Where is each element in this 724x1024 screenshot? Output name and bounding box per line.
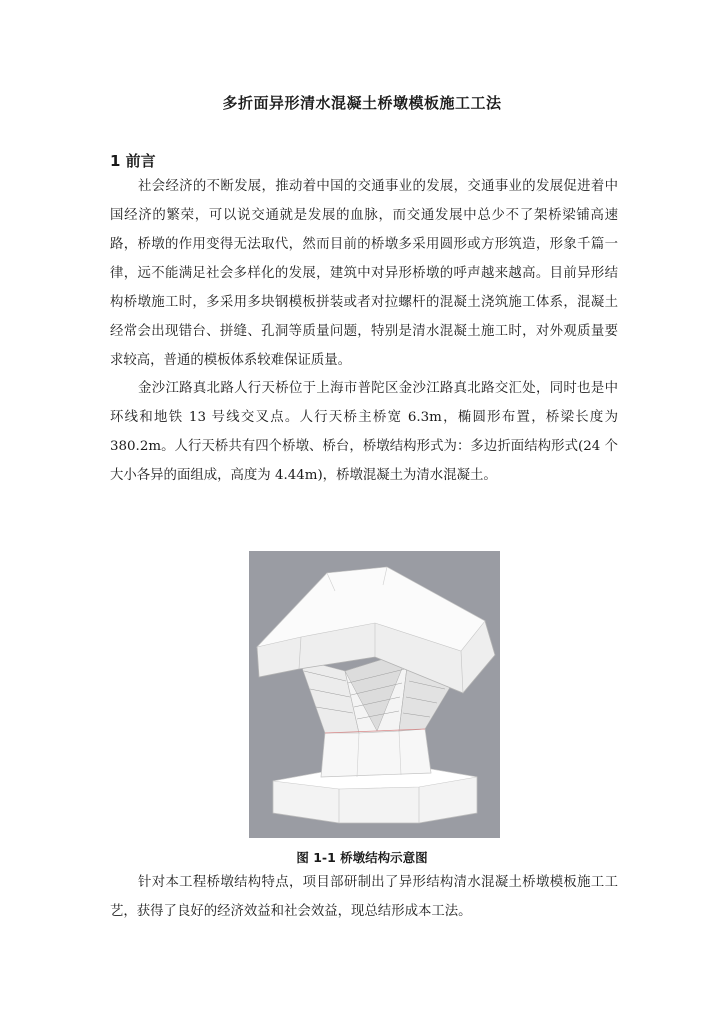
pier-structure-illustration (249, 551, 500, 838)
section-heading: 1 前言 (110, 152, 156, 170)
paragraph-project: 金沙江路真北路人行天桥位于上海市普陀区金沙江路真北路交汇处，同时也是中环线和地铁 13 号线交叉点。人行天桥主桥宽 6.3m，椭圆形布置，桥梁长度为 380.2m。人行天桥共有四个桥墩、桥台，桥墩结构形式为：多边折面结构形式(24 个大小各异的面组成，高度为 4.44m)，桥墩混凝土为清水混凝土。 (110, 381, 618, 483)
paragraph-intro: 社会经济的不断发展，推动着中国的交通事业的发展，交通事业的发展促进着中国经济的繁荣，可以说交通就是发展的血脉，而交通发展中总少不了架桥梁铺高速路，桥墩的作用变得无法取代，然而目前的桥墩多采用圆形或方形筑造，形象千篇一律，远不能满足社会多样化的发展，建筑中对异形桥墩的呼声越来越高。目前异形结构桥墩施工时，多采用多块钢模板拼装或者对拉螺杆的混凝土浇筑施工体系，混凝土经常会出现错台、拼缝、孔洞等质量问题，特别是清水混凝土施工时，对外观质量要求较高，普通的模板体系较难保证质量。 (110, 179, 618, 368)
pier-structure-figure (249, 551, 500, 838)
paragraph-closing: 针对本工程桥墩结构特点，项目部研制出了异形结构清水混凝土桥墩模板施工工艺，获得了良好的经济效益和社会效益，现总结形成本工法。 (110, 875, 618, 919)
document-title: 多折面异形清水混凝土桥墩模板施工工法 (222, 94, 502, 112)
figure-caption: 图 1-1 桥墩结构示意图 (296, 850, 428, 865)
